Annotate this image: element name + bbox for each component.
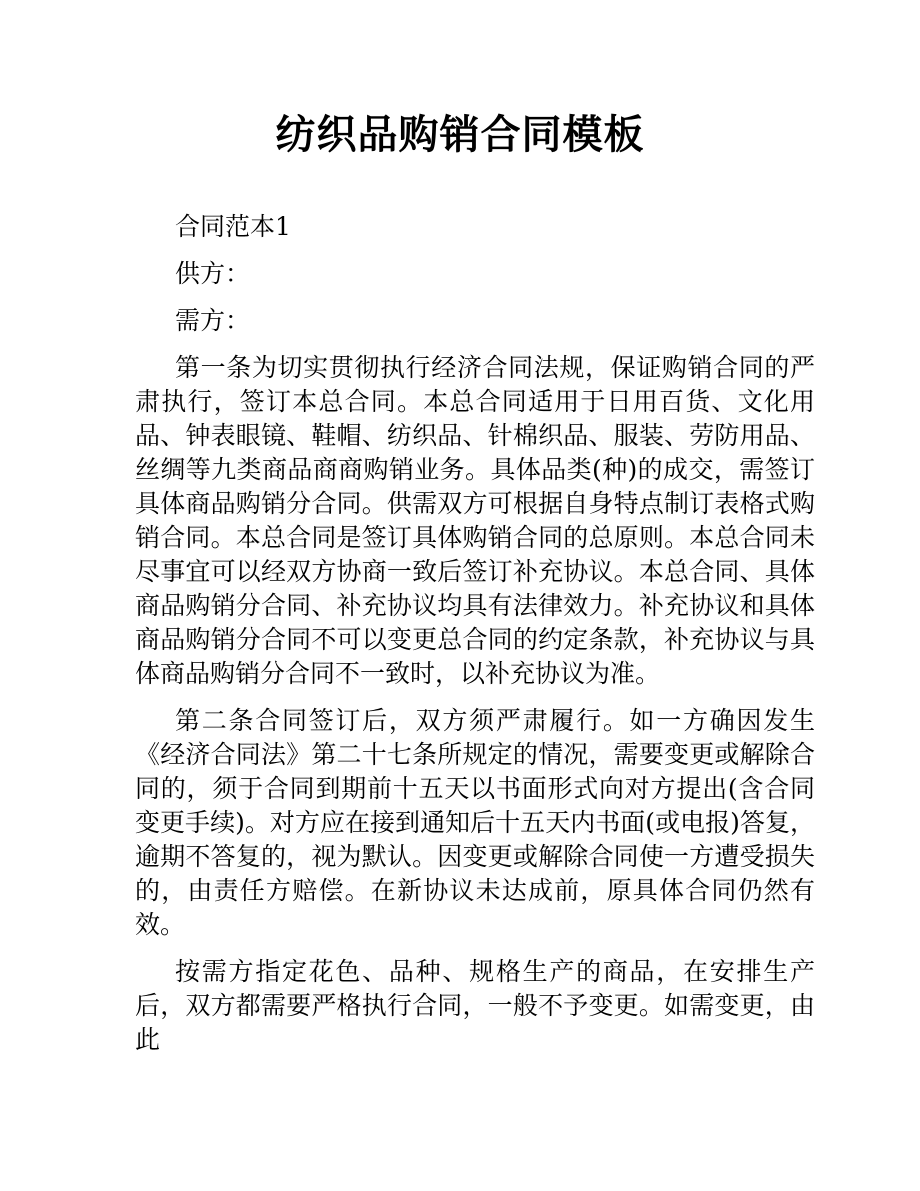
document-body: [0, 210, 920, 1057]
paragraph-article-1: 第一条为切实贯彻执行经济合同法规，保证购销合同的严肃执行，签订本总合同。本总合同适用于日用百货、文化用品、钟表眼镜、鞋帽、纺织品、针棉织品、服装、劳防用品、丝绸等九类商品商商购销业务。具体品类(种)的成交，需签订具体商品购销分合同。供需双方可根据自身特点制订表格式购销合同。本总合同是签订具体购销合同的总原则。本总合同未尽事宜可以经双方协商一致后签订补充协议。本总合同、具体商品购销分合同、补充协议均具有法律效力。补充协议和具体商品购销分合同不可以变更总合同的约定条款，补充协议与具体商品购销分合同不一致时，以补充协议为准。: [135, 353, 815, 688]
paragraph-contract-sample-label: 合同范本1: [175, 212, 291, 241]
paragraph-production-clause: 按需方指定花色、品种、规格生产的商品，在安排生产后，双方都需要严格执行合同，一般不予变更。如需变更，由此: [135, 957, 815, 1054]
paragraph-article-2: 第二条合同签订后，双方须严肃履行。如一方确因发生《经济合同法》第二十七条所规定的情况，需要变更或解除合同的，须于合同到期前十五天以书面形式向对方提出(含合同变更手续)。对方应在接到通知后十五天内书面(或电报)答复，逾期不答复的，视为默认。因变更或解除合同使一方遭受损失的，由责任方赔偿。在新协议未达成前，原具体合同仍然有效。: [135, 706, 815, 939]
document-title: 纺织品购销合同模板: [275, 112, 645, 158]
paragraph-supplier-label: 供方：: [175, 259, 251, 288]
paragraph-demander-label: 需方：: [175, 306, 251, 335]
